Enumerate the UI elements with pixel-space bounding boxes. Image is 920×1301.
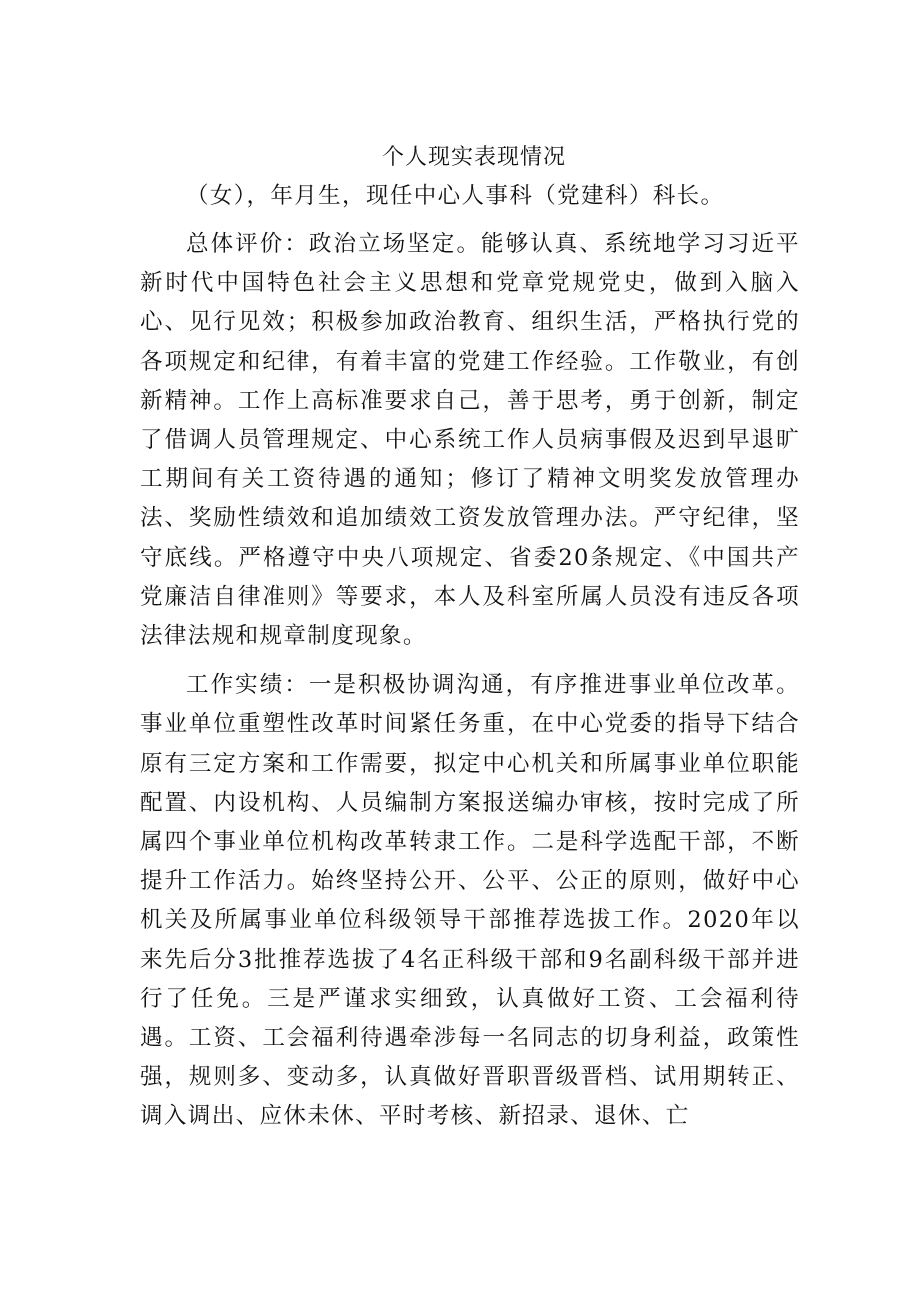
overall-evaluation-paragraph: 总体评价：政治立场坚定。能够认真、系统地学习习近平新时代中国特色社会主义思想和党章党规党史，做到入脑入心、见行见效；积极参加政治教育、组织生活，严格执行党的各项规定和纪律，有着丰富的党建工作经验。工作敬业，有创新精神。工作上高标准要求自己，善于思考，勇于创新，制定了借调人员管理规定、中心系统工作人员病事假及迟到早退旷工期间有关工资待遇的通知；修订了精神文明奖发放管理办法、奖励性绩效和追加绩效工资发放管理办法。严守纪律，坚守底线。严格遵守中央八项规定、省委20条规定、《中国共产党廉洁自律准则》等要求，本人及科室所属人员没有违反各项法律法规和规章制度现象。 xyxy=(140,231,800,650)
work-achievements-paragraph: 工作实绩：一是积极协调沟通，有序推进事业单位改革。事业单位重塑性改革时间紧任务重，在中心党委的指导下结合原有三定方案和工作需要，拟定中心机关和所属事业单位职能配置、内设机构、人员编制方案报送编办审核，按时完成了所属四个事业单位机构改革转隶工作。二是科学选配干部，不断提升工作活力。始终坚持公开、公平、公正的原则，做好中心机关及所属事业单位科级领导干部推荐选拔工作。2020年以来先后分3批推荐选拔了4名正科级干部和9名副科级干部并进行了任免。三是严谨求实细致，认真做好工资、工会福利待遇。工资、工会福利待遇牵涉每一名同志的切身利益，政策性强，规则多、变动多，认真做好晋职晋级晋档、试用期转正、调入调出、应休未休、平时考核、新招录、退休、亡 xyxy=(140,672,800,1130)
intro-line: （女），年月生，现任中心人事科（党建科）科长。 xyxy=(186,183,725,209)
document-title: 个人现实表现情况 xyxy=(381,145,566,170)
document-body xyxy=(140,138,800,1137)
